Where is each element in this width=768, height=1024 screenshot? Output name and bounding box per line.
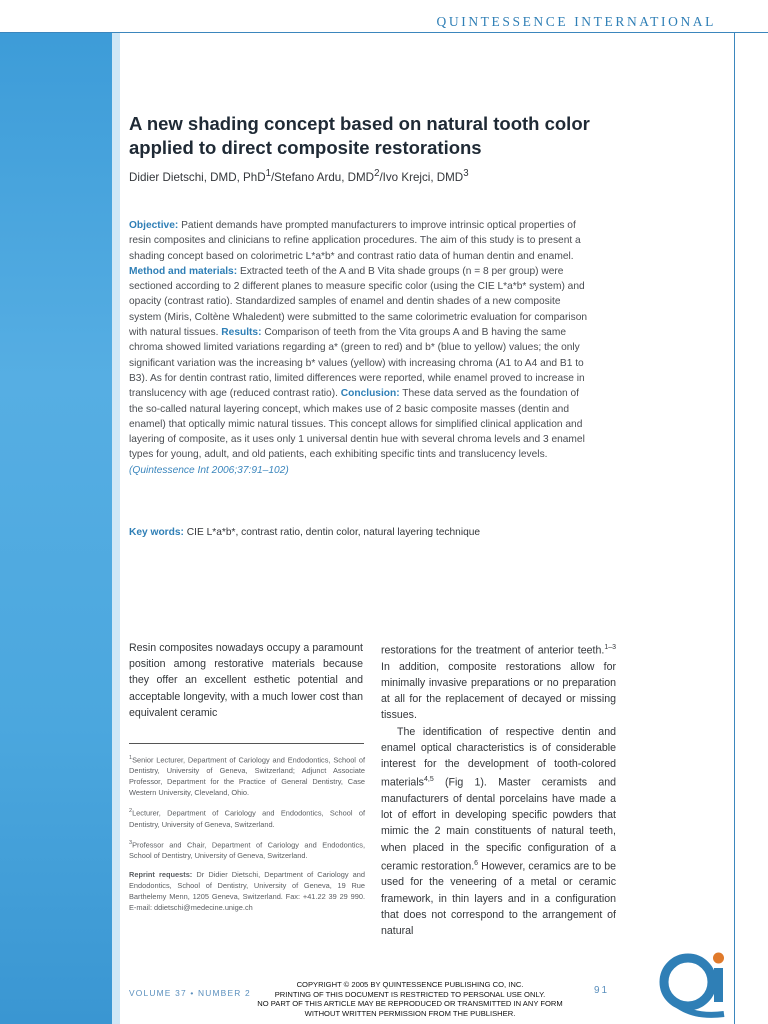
affil-3: 3	[463, 168, 469, 179]
methods-text: Extracted teeth of the A and B Vita shade groups (n = 8 per group) were sectioned according to 2 different planes to measure specific color (using the CIE L*a*b* system) and opacity (contrast ratio). Standardized samples of enamel and dentin shades of a new composite system (Miris, Coltène Whaledent) were submitted to the same colorimetric evaluation for comparison with natural tissues.	[129, 265, 588, 339]
footnotes	[129, 753, 365, 921]
copyright-line-1: COPYRIGHT © 2005 BY QUINTESSENCE PUBLISHING CO, INC.	[296, 980, 524, 989]
copyright-line-2: PRINTING OF THIS DOCUMENT IS RESTRICTED TO PERSONAL USE ONLY.	[274, 989, 546, 999]
footnote-3-text: Professor and Chair, Department of Cariology and Endodontics, School of Dentistry, University of Geneva, Switzerland.	[129, 840, 365, 861]
abstract	[129, 218, 595, 478]
affil-1: 1	[265, 168, 271, 179]
footnote-1-text: Senior Lecturer, Department of Cariology and Endodontics, School of Dentistry, University of Geneva, Switzerland; Adjunct Associate Professor, Department for the Practice of General Dentistry, Case Western University, Cleveland, Ohio.	[129, 755, 365, 798]
blue-sidebar	[0, 33, 112, 1024]
body-right-column	[381, 640, 616, 939]
right-p1-text: restorations for the treatment of anterior teeth.	[381, 644, 605, 657]
results-text: Comparison of teeth from the Vita groups A and B having the same chroma showed limited variations regarding a* (green to red) and b* (blue to yellow) values; the only significant variation was the increasing b* values (yellow) with increasing chroma (A1 to A4 and B1 to B3). As for dentin contrast ratio, limited differences were reported, while enamel proved to increase in translucency with age (reduced contrast ratio).	[129, 327, 585, 400]
keywords-text: CIE L*a*b*, contrast ratio, dentin color, natural layering technique	[183, 527, 481, 538]
footnote-rule	[129, 743, 364, 744]
footnote-2-mark: 2	[129, 808, 133, 815]
reprint-label: Reprint requests:	[129, 870, 193, 880]
footnote-2	[129, 806, 365, 829]
reprint-text: Dr Didier Dietschi, Department of Cariology and Endodontics, School of Dentistry, University of Geneva, 19 Rue Barthelemy Menn, 1205 Geneva, Switzerland. Fax: +41.22 39 29 990. E-mail: ddietschi@medecine.unige.ch	[129, 870, 365, 913]
footnote-3-mark: 3	[129, 839, 133, 846]
right-paragraph-1	[381, 640, 616, 724]
ref-1-3: 1–3	[604, 644, 616, 651]
footnote-1-mark: 1	[129, 755, 133, 761]
affil-2: 2	[374, 168, 380, 179]
body-left-column: Resin composites nowadays occupy a paramount position among restorative materials because they offer an excellent esthetic potential and acceptable longevity, with a much lower cost than equivalent ceramic	[129, 642, 363, 719]
author-3: /Ivo Krejci, DMD	[379, 170, 464, 184]
author-line	[129, 168, 599, 184]
results-label: Results:	[221, 327, 262, 339]
keywords-label: Key words:	[129, 527, 184, 538]
keywords	[129, 527, 609, 538]
right-rule	[734, 33, 735, 1024]
sidebar-gap	[112, 33, 120, 1024]
ref-4-5: 4,5	[423, 776, 434, 784]
copyright-line-4: WITHOUT WRITTEN PERMISSION FROM THE PUBLISHER.	[304, 1008, 516, 1018]
reprint-requests	[129, 869, 365, 913]
copyright-line-3: NO PART OF THIS ARTICLE MAY BE REPRODUCED OR TRANSMITTED IN ANY FORM	[257, 999, 563, 1008]
citation: (Quintessence Int 2006;37:91–102)	[129, 464, 289, 476]
methods-label: Method and materials:	[129, 265, 238, 277]
objective-text: Patient demands have prompted manufacturers to improve intrinsic optical properties of resin composites and clinicians to refine application procedures. The aim of this study is to present a shading concept based on colorimetric L*a*b* and contrast ratio data of human dentin and enamel.	[129, 220, 581, 262]
copyright-notice	[200, 980, 620, 1018]
footnote-1	[129, 753, 365, 798]
objective-label: Objective:	[129, 220, 179, 231]
ref-6: 6	[474, 859, 479, 867]
right-p1-text-b: In addition, composite restorations allow for minimally invasive preparations or no preparation at all for the replacement of decayed or missing tissues.	[381, 660, 616, 722]
right-p2-text-b: (Fig 1). Master ceramists and manufacturers of dental porcelains have made a lot of effort in developing specific powders that mimic the 2 main constituents of natural teeth, when placed in the specific configuration of a ceramic restoration.	[381, 776, 616, 873]
journal-header: QUINTESSENCE INTERNATIONAL	[436, 14, 716, 29]
conclusion-text: These data served as the foundation of the so-called natural layering concept, which makes use of 2 basic composite masses (dentin and enamel) that optically mimic natural tissues. This concept allows for simplified clinical application and layering of composite, as it uses only 1 universal dentin hue with several chroma levels and 3 enamel types for young, adult, and old patients, each exhibiting specific tints and translucency levels.	[129, 388, 585, 461]
right-p2-text: The identification of respective dentin and enamel optical characteristics is of considerable interest for the development of tooth-colored materials	[381, 725, 616, 789]
page-number: 91	[594, 985, 610, 996]
footer-volume: VOLUME 37 • NUMBER 2	[129, 988, 251, 998]
article-title: A new shading concept based on natural tooth color applied to direct composite restorations	[129, 113, 590, 158]
footnote-3	[129, 838, 365, 861]
footnote-2-text: Lecturer, Department of Cariology and Endodontics, School of Dentistry, University of Geneva, Switzerland.	[129, 808, 365, 829]
qi-logo-icon	[654, 946, 734, 1024]
author-2: /Stefano Ardu, DMD	[270, 170, 375, 184]
conclusion-label: Conclusion:	[340, 388, 400, 400]
right-p2-text-c: However, ceramics are to be used for the veneering of a metal or ceramic framework, in thin layers and in a configuration that does not correspond to the arrangement of natural	[381, 860, 616, 938]
author-1: Didier Dietschi, DMD, PhD	[129, 170, 266, 184]
right-paragraph-2	[381, 724, 616, 940]
